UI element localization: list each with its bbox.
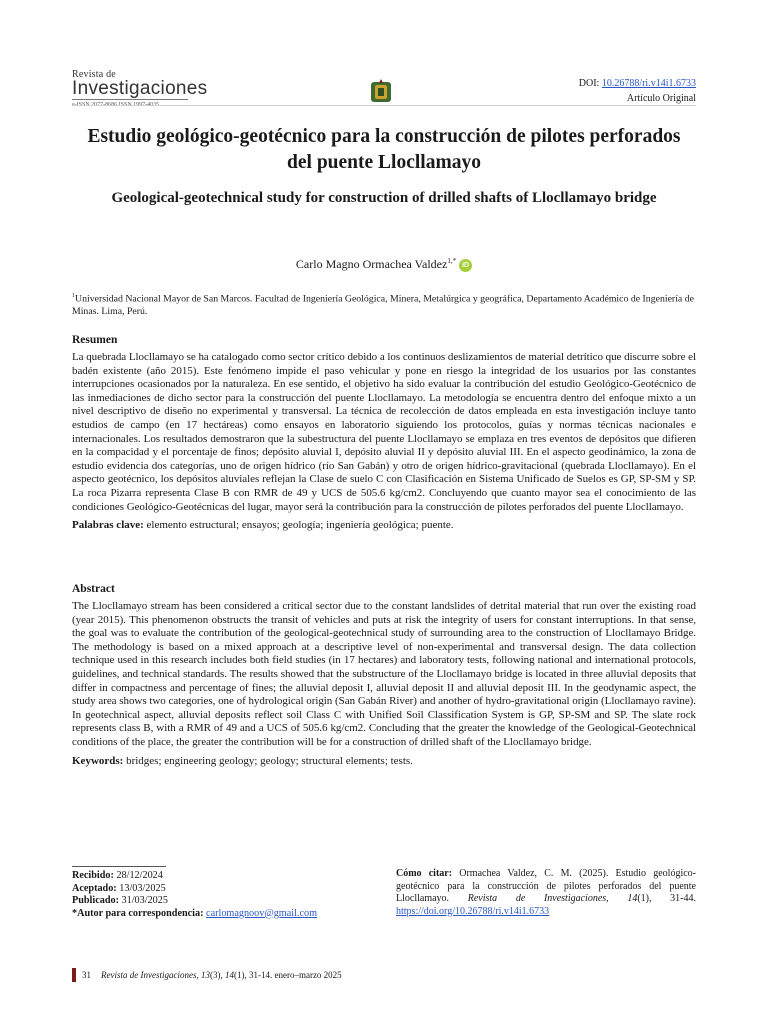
- footer-tail: (1), 31-14. enero–marzo 2025: [233, 970, 342, 980]
- doi-block: [579, 76, 696, 106]
- author-name: Carlo Magno Ormachea Valdez: [295, 257, 448, 271]
- dates-divider: [72, 866, 166, 867]
- journal-logo: [72, 70, 232, 109]
- doi-label: DOI:: [578, 78, 602, 89]
- received-label: Recibido:: [72, 870, 114, 881]
- received-line: [72, 870, 317, 883]
- journal-emblem-icon: [368, 78, 394, 104]
- article-type: Artículo Original: [626, 93, 696, 104]
- correspondence-email[interactable]: carlomagnoov@gmail.com: [206, 907, 317, 919]
- citation-journal: Revista de Investigaciones, 14: [467, 893, 638, 905]
- received-date: 28/12/2024: [113, 870, 163, 881]
- doi-link[interactable]: 10.26788/ri.v14i1.6733: [601, 78, 696, 89]
- citation-label: Cómo citar:: [396, 868, 453, 879]
- citation-issue: (1), 31-44.: [637, 893, 696, 905]
- author-sup: 1,*: [447, 257, 457, 265]
- journal-issn: [72, 99, 188, 109]
- doi-line: [579, 76, 696, 91]
- page-number: 31: [82, 970, 91, 980]
- published-label: Publicado:: [72, 895, 119, 906]
- title-spanish: Estudio geológico-geotécnico para la construcción de pilotes perforados del puente Llocllamayo: [87, 126, 681, 173]
- affiliation-sup: 1: [72, 293, 75, 299]
- journal-logo-small: Revista de: [72, 69, 116, 80]
- footer-issue: (3),: [209, 970, 225, 980]
- palabras-clave: [72, 518, 696, 532]
- resumen-body: La quebrada Llocllamayo se ha catalogado como sector crítico debido a los continuos deslizamientos de material detrítico que discurre sobre el badén existente (año 2015). Este fenómeno impide el paso vehicular y pone en riesgo la integridad de los usuarios por las constantes interrupciones ocasionados por la naturaleza. En ese sentido, el objetivo ha sido evaluar la contribución del estudio Geológico-Geotécnico de las inmediaciones de dicho sector para la construcción del puente Llocllamayo. La metodología se encuentra dentro del enfoque mixto a un nivel descriptivo de diseño no experimental y transversal. La técnica de recolección de datos empleada en esta investigación incluye tanto estudios de campo (en 17 hectáreas) como ensayos en laboratorio siguiendo los protocolos, guías y normas técnicas nacionales e internacionales. Los resultados demostraron que la subestructura del puente Llocllamayo se emplaza en tres eventos de depósitos que difieren en la compacidad y el porcentaje de finos; depósito aluvial I, depósito aluvial II y depósito aluvial III. En el aspecto geodinámico, la zona de estudio evidencia dos categorías, uno de origen hídrico (río San Gabán) y otro de origen hídrico-gravitacional (quebrada Llocllamayo). En el aspecto geotécnico, los depósitos aluviales reflejan la Clase de suelo C con Clasificación en Sistema Unificado de Suelos es GP, SP-SM y SP. La roca Pizarra representa Clase B con RMR de 49 y UCS de 505.6 kg/cm2. Concluyendo que cuanto mayor sea el conocimiento de las condiciones Geológico-Geotécnicas del lugar, mayor será la contribución para la construcción de pilotes perforados del puente Llocllamayo.: [72, 351, 696, 513]
- citation-block: [396, 868, 696, 918]
- correspondence-line: [72, 908, 317, 921]
- accepted-label: Aceptado:: [72, 882, 117, 894]
- orcid-icon[interactable]: iD: [459, 259, 472, 272]
- title-english: Geological-geotechnical study for construction of drilled shafts of Llocllamayo bridge: [111, 190, 657, 206]
- published-date: 31/03/2025: [118, 895, 168, 906]
- abstract-heading: Abstract: [72, 583, 115, 595]
- palabras-clave-text: elemento estructural; ensayos; geología; ingeniería geológica; puente.: [143, 519, 454, 532]
- keywords-text: bridges; engineering geology; geology; structural elements; tests.: [123, 754, 413, 767]
- author-line: [0, 252, 768, 273]
- journal-logo-title: Investigaciones: [72, 78, 208, 99]
- footer-bar: [72, 968, 76, 982]
- accepted-line: [72, 883, 317, 896]
- dates-block: [72, 870, 317, 920]
- keywords-label: Keywords:: [72, 754, 124, 767]
- correspondence-label: *Autor para correspondencia:: [72, 907, 204, 919]
- abstract-section: [72, 582, 696, 768]
- published-line: [72, 895, 317, 908]
- resumen-heading: Resumen: [72, 334, 118, 346]
- citation-link[interactable]: https://doi.org/10.26788/ri.v14i1.6733: [396, 905, 550, 917]
- palabras-clave-label: Palabras clave:: [72, 519, 144, 532]
- footer-journal: Revista de Investigaciones, 13: [101, 970, 210, 980]
- citation-text: Ormachea Valdez, C. M. (2025). Estudio geológico-geotécnico para la construcción de pilotes perforados del puente Llocllamayo.: [396, 868, 696, 905]
- footer-citation: [101, 969, 342, 981]
- header-divider: [72, 105, 696, 106]
- resumen-section: [72, 333, 696, 532]
- affiliation: [72, 290, 696, 318]
- footer-volume: 14: [224, 970, 234, 980]
- keywords: [72, 754, 696, 768]
- affiliation-text: Universidad Nacional Mayor de San Marcos. Facultad de Ingeniería Geológica, Minera, Metalúrgica y geográfica, Departamento Académico de Ingeniería de Minas. Lima, Perú.: [72, 293, 694, 317]
- page-footer: [72, 968, 342, 982]
- abstract-body: The Llocllamayo stream has been considered a critical sector due to the constant landslides of detrital material that run over the existing road (year 2015). This phenomenon obstructs the transit of vehicles and puts at risk the integrity of users for constant interruptions. In that sense, the goal was to evaluate the contribution of the geological-geotechnical study of surrounding area to the construction of Llocllamayo Bridge. The methodology is based on a mixed approach at a descriptive level of non-experimental and transversal design. The data collection technique used in this research includes both field studies (in 17 hectares) and laboratory tests, following national and international protocols, guidelines, and technical standards. The results showed that the substructure of the Llocllamayo bridge is located in three alluvial deposits that differ in compactness and percentage of fines; the alluvial deposit I, alluvial deposit II and alluvial deposit III. In the geodynamic aspect, the study area shows two categories, one of hydrological origin (San Gabán River) and another of hydro-gravitational origin (Llocllamayo ravine). In geotechnical aspect, alluvial deposits reflect soil Class C with Unified Soil Classification System is GP, SP-SM and SP. The slate rock represents class B, with a RMR of 49 and a UCS of 505.6 kg/cm2. Concluding that the greater the knowledge of the Geological-Geotechnical conditions of the place, the greater the contribution will be for a construction of drilled shaft of the Llocllamayo bridge.: [72, 600, 696, 748]
- accepted-date: 13/03/2025: [116, 882, 166, 894]
